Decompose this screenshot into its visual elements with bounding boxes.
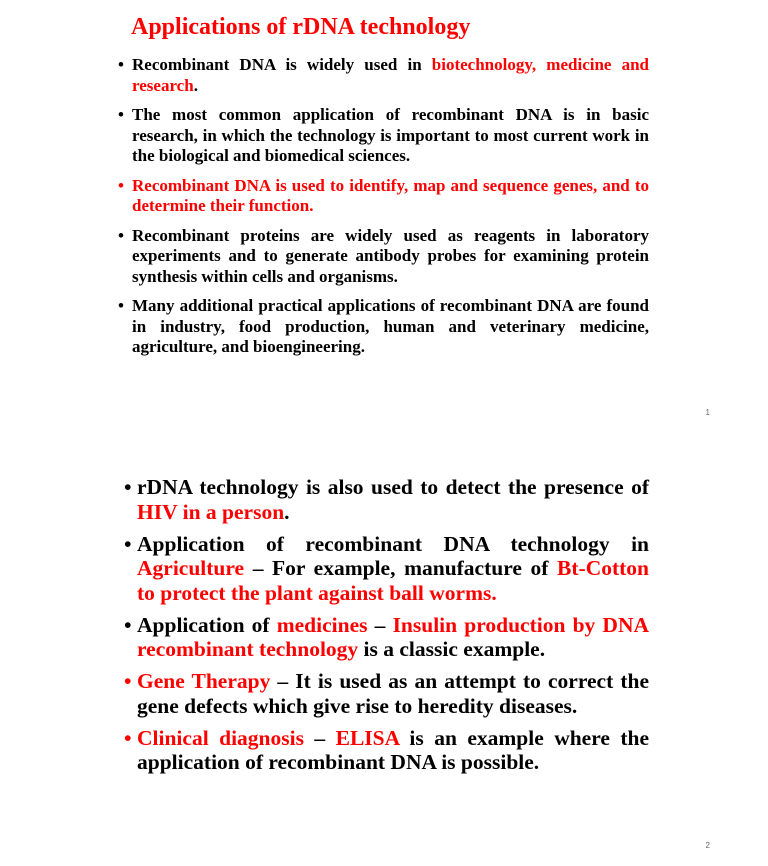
text-run: . [193, 75, 198, 95]
bullet-icon: • [118, 55, 124, 74]
bullet-icon: • [124, 475, 132, 499]
bullet-list [118, 55, 649, 367]
list-item [118, 296, 649, 358]
bullet-icon: • [118, 225, 124, 245]
text-run: is a classic example. [358, 637, 546, 661]
text-run: Application of recombinant DNA technology in [137, 531, 649, 556]
highlighted-text: Bt-Cotton to protect the plant against ball worms. [137, 556, 649, 605]
highlighted-text: biotechnology, medicine and research [132, 55, 650, 95]
highlighted-text: Insulin production by DNA recombinant technology [137, 612, 650, 661]
text-run: The most common application of recombinant DNA is in basic research, in which the technology is important to most current work in the biological and biomedical sciences. [132, 105, 649, 165]
highlighted-text: medicines [276, 612, 368, 637]
bullet-icon: • [118, 296, 124, 315]
page-number: 2 [705, 841, 710, 850]
highlighted-text: Agriculture [137, 556, 245, 580]
slide-title: Applications of rDNA technology [131, 14, 471, 40]
text-run: . [284, 499, 290, 524]
text-run: is an example where the application of recombinant DNA is possible. [137, 725, 650, 774]
text-run: Recombinant proteins are widely used as reagents in laboratory experiments and to generate antibody probes for examining protein synthesis within cells and organisms. [132, 225, 649, 286]
list-item [118, 226, 649, 288]
slide-2 [0, 433, 768, 866]
list-item [118, 55, 649, 96]
text-run: – [367, 612, 393, 637]
bullet-icon: • [124, 725, 132, 750]
list-item [124, 532, 649, 606]
text-run: rDNA technology is also used to detect the presence of [137, 475, 649, 499]
bullet-icon: • [124, 612, 132, 637]
text-run: Recombinant DNA is widely used in [132, 55, 432, 74]
bullet-list [124, 475, 649, 782]
list-item [124, 475, 649, 524]
list-item [118, 176, 649, 217]
bullet-icon: • [118, 105, 124, 124]
highlighted-text: ELISA [335, 725, 399, 750]
text-run: Many additional practical applications of recombinant DNA are found in industry, food production, human and veterinary medicine, agriculture, and bioengineering. [132, 296, 649, 356]
highlighted-text: Gene Therapy [137, 669, 271, 693]
text-run: Application of [137, 612, 277, 637]
highlighted-text: Recombinant DNA is used to identify, map and sequence genes, and to determine their function. [132, 175, 649, 215]
text-run: – [303, 725, 336, 750]
highlighted-text: HIV in a person [137, 499, 285, 524]
bullet-icon: • [124, 669, 132, 693]
list-item [124, 613, 649, 662]
highlighted-text: Clinical diagnosis [137, 725, 304, 750]
text-run: – For example, manufacture of [244, 556, 558, 580]
page-number: 1 [705, 408, 710, 417]
list-item [124, 726, 649, 775]
bullet-icon: • [118, 175, 124, 195]
bullet-icon: • [124, 531, 132, 556]
list-item [118, 105, 649, 167]
text-run: – It is used as an attempt to correct the gene defects which give rise to heredity diseases. [137, 669, 650, 718]
list-item [124, 669, 649, 718]
